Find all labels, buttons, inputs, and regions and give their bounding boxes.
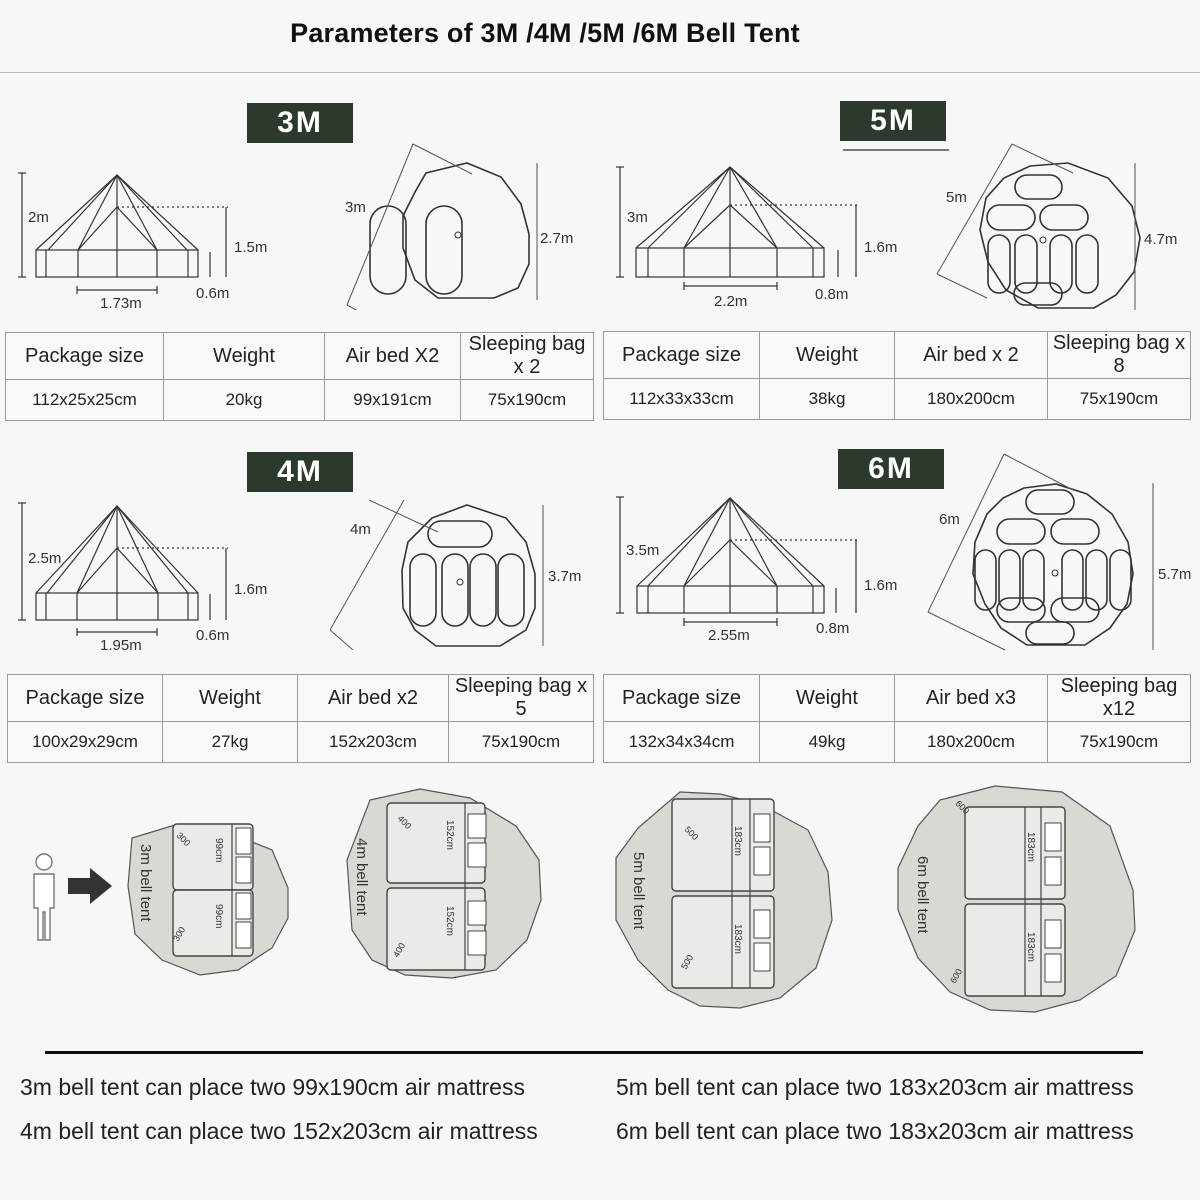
mattress-width-label: 99cm (213, 904, 224, 929)
floor-width-label: 3.7m (548, 568, 582, 585)
floor-diameter-label: 5m (946, 189, 967, 206)
layout-illustrations (20, 780, 1180, 1030)
side-height-label: 2.5m (28, 550, 62, 567)
floor-diameter-label: 6m (939, 511, 960, 528)
tent-6m-floor-plan (925, 450, 1200, 660)
door-height-label: 1.6m (864, 239, 898, 256)
door-height-label: 1.6m (234, 581, 268, 598)
mattress-width-label: 152cm (444, 906, 455, 937)
header-air-bed: Air bed x3 (895, 675, 1048, 722)
value-air-bed: 180x200cm (895, 379, 1048, 420)
value-package-size: 112x33x33cm (604, 379, 760, 420)
base-width-label: 2.55m (708, 627, 750, 644)
value-package-size: 112x25x25cm (6, 380, 164, 421)
layout-label: 6m bell tent (914, 856, 931, 934)
base-width-label: 1.73m (100, 295, 142, 312)
diagonal-label: 600 (948, 966, 965, 985)
note-5m: 5m bell tent can place two 183x203cm air mattress (616, 1074, 1134, 1100)
value-package-size: 132x34x34cm (604, 722, 760, 763)
header-sleeping-bag: Sleeping bag x12 (1048, 675, 1191, 722)
title-divider (0, 72, 1200, 73)
header-sleeping-bag: Sleeping bag x 8 (1048, 332, 1191, 379)
value-air-bed: 180x200cm (895, 722, 1048, 763)
diagonal-label: 500 (679, 952, 696, 971)
base-width-label: 2.2m (714, 293, 748, 310)
value-weight: 38kg (760, 379, 895, 420)
layout-3m (128, 824, 288, 975)
side-height-label: 3m (627, 209, 648, 226)
side-height-label: 2m (28, 209, 49, 226)
wall-height-label: 0.8m (815, 286, 849, 303)
header-air-bed: Air bed X2 (325, 333, 461, 380)
value-weight: 49kg (760, 722, 895, 763)
floor-width-label: 5.7m (1158, 566, 1192, 583)
mattress-width-label: 152cm (444, 820, 455, 851)
header-air-bed: Air bed x2 (298, 675, 449, 722)
value-sleeping-bag: 75x190cm (449, 722, 594, 763)
header-package-size: Package size (8, 675, 163, 722)
header-package-size: Package size (6, 333, 164, 380)
person-icon (34, 854, 54, 940)
diagonal-label: 300 (171, 924, 188, 943)
note-6m: 6m bell tent can place two 183x203cm air mattress (616, 1118, 1134, 1144)
header-weight: Weight (760, 675, 895, 722)
wall-height-label: 0.6m (196, 285, 230, 302)
header-weight: Weight (163, 675, 298, 722)
mattress-width-label: 183cm (732, 924, 743, 955)
spec-table-5m (603, 331, 1191, 420)
spec-table-6m (603, 674, 1191, 763)
layout-label: 3m bell tent (137, 844, 154, 922)
arrow-right-icon (68, 868, 112, 904)
note-3m: 3m bell tent can place two 99x190cm air mattress (20, 1074, 525, 1100)
mattress-width-label: 99cm (213, 838, 224, 863)
tent-5m-floor-plan (930, 130, 1200, 320)
base-width-label: 1.95m (100, 637, 142, 654)
mattress-width-label: 183cm (1025, 832, 1036, 863)
header-sleeping-bag: Sleeping bag x 2 (461, 333, 594, 380)
layout-6m (898, 786, 1135, 1012)
tent-3m-floor-plan (330, 130, 600, 310)
layout-4m (347, 789, 541, 978)
floor-diameter-label: 4m (350, 521, 371, 538)
value-weight: 27kg (163, 722, 298, 763)
badge-4m: 4M (247, 452, 353, 492)
door-height-label: 1.5m (234, 239, 268, 256)
diagonal-label: 300 (174, 830, 193, 849)
header-sleeping-bag: Sleeping bag x 5 (449, 675, 594, 722)
value-package-size: 100x29x29cm (8, 722, 163, 763)
diagonal-label: 400 (391, 940, 408, 959)
layout-label: 4m bell tent (353, 838, 370, 916)
door-height-label: 1.6m (864, 577, 898, 594)
value-sleeping-bag: 75x190cm (461, 380, 594, 421)
value-sleeping-bag: 75x190cm (1048, 722, 1191, 763)
value-sleeping-bag: 75x190cm (1048, 379, 1191, 420)
side-height-label: 3.5m (626, 542, 660, 559)
tent-4m-floor-plan (330, 470, 600, 650)
badge-6m: 6M (838, 449, 944, 489)
header-weight: Weight (164, 333, 325, 380)
badge-3m: 3M (247, 103, 353, 143)
diagonal-label: 600 (953, 798, 972, 817)
spec-table-4m (7, 674, 594, 763)
header-air-bed: Air bed x 2 (895, 332, 1048, 379)
layout-5m (616, 792, 832, 1008)
floor-width-label: 2.7m (540, 230, 574, 247)
badge-5m: 5M (840, 101, 946, 141)
mattress-width-label: 183cm (732, 826, 743, 857)
wall-height-label: 0.8m (816, 620, 850, 637)
value-air-bed: 152x203cm (298, 722, 449, 763)
header-package-size: Package size (604, 675, 760, 722)
layout-label: 5m bell tent (630, 852, 647, 930)
value-weight: 20kg (164, 380, 325, 421)
floor-diameter-label: 3m (345, 199, 366, 216)
header-weight: Weight (760, 332, 895, 379)
spec-table-3m (5, 332, 594, 421)
note-4m: 4m bell tent can place two 152x203cm air mattress (20, 1118, 538, 1144)
floor-width-label: 4.7m (1144, 231, 1178, 248)
diagonal-label: 400 (395, 813, 414, 832)
footer-divider (45, 1051, 1143, 1054)
value-air-bed: 99x191cm (325, 380, 461, 421)
page-title: Parameters of 3M /4M /5M /6M Bell Tent (290, 18, 800, 48)
mattress-width-label: 183cm (1025, 932, 1036, 963)
wall-height-label: 0.6m (196, 627, 230, 644)
header-package-size: Package size (604, 332, 760, 379)
diagonal-label: 500 (682, 824, 701, 843)
